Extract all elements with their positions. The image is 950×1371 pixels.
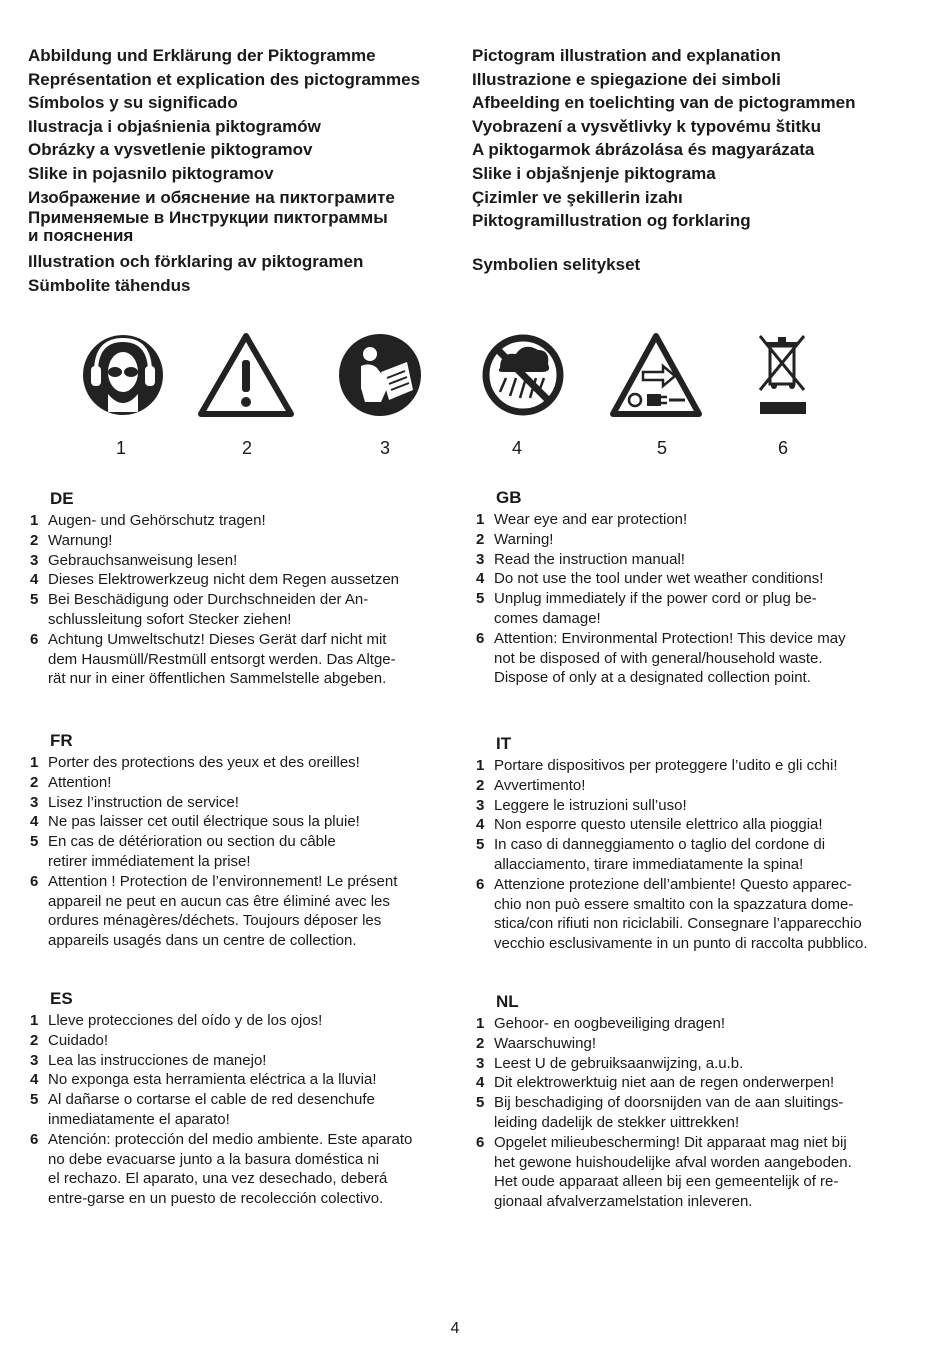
pictogram-row	[0, 332, 950, 422]
pictogram-explanation-item	[28, 832, 448, 872]
pictogram-number: 5	[656, 438, 667, 458]
pictogram-explanation-item	[28, 551, 448, 571]
pictogram-explanation-item	[28, 1130, 448, 1209]
pictogram-explanation-item	[28, 753, 448, 773]
item-text: Portare dispositivos per proteggere l’udito e gli cchi!	[494, 757, 838, 774]
item-number: 3	[30, 1051, 39, 1069]
item-text: Read the instruction manual!	[494, 550, 685, 568]
section-it	[474, 734, 904, 954]
item-number: 5	[476, 1094, 485, 1112]
pictogram-number: 1	[115, 438, 126, 458]
section-de	[28, 489, 448, 689]
item-text: Gebrauchsanweisung lesen!	[48, 551, 238, 569]
title-line: A piktogarmok ábrázolása és magyarázata	[472, 140, 815, 160]
pictogram-explanation-item	[28, 872, 448, 951]
item-number: 4	[30, 1071, 39, 1089]
title-line: Piktogramillustration og forklaring	[472, 211, 751, 231]
item-number: 5	[30, 591, 39, 609]
title-line: Slike in pojasnilo piktogramov	[28, 163, 274, 183]
pictogram-explanation-item	[474, 569, 904, 589]
item-number: 6	[30, 1130, 39, 1148]
pictogram-explanation-item	[28, 590, 448, 630]
item-text: In caso di danneggiamento o taglio del cordone di allacciamento, tirare immediatamente la spina!	[494, 836, 826, 873]
item-text: Opgelet milieubescherming! Dit apparaat mag niet bij het gewone huishoudelijke afval worden aangeboden. Het oude apparaat alleen bij een gemeentelijk of re- gionaal afvalverzamelstation inleveren.	[494, 1133, 852, 1211]
item-text: Do not use the tool under wet weather conditions!	[494, 570, 824, 588]
title-line: Çizimler ve şekillerin izahı	[472, 187, 683, 207]
title-line: Représentation et explication des pictogrammes	[28, 69, 421, 89]
item-text: Attention!	[48, 773, 112, 791]
item-text: Dit elektrowerktuig niet aan de regen onderwerpen!	[494, 1074, 835, 1092]
item-number: 1	[30, 512, 39, 529]
item-number: 3	[476, 1054, 485, 1072]
item-text: Leest U de gebruiksaanwijzing, a.u.b.	[494, 1054, 744, 1072]
pictogram-explanation-item	[474, 1133, 904, 1212]
item-number: 6	[476, 1133, 485, 1151]
item-text: Lisez l’instruction de service!	[48, 793, 239, 811]
pictogram-explanation-item	[28, 1031, 448, 1051]
pictogram-explanation-item	[474, 1093, 904, 1133]
titles-left	[28, 44, 420, 297]
warning-triangle-icon	[198, 332, 294, 418]
item-text: Lleve protecciones del oído y de los ojos!	[48, 1012, 323, 1029]
title-line: Sümbolite tähendus	[28, 275, 191, 295]
section-code: DE	[50, 489, 74, 508]
title-line: Afbeelding en toelichting van de pictogrammen	[472, 93, 856, 113]
pictogram-explanation-item	[474, 835, 904, 875]
pictogram-explanation-item	[474, 510, 904, 530]
item-number: 4	[476, 816, 485, 834]
item-number: 6	[476, 875, 485, 893]
item-number: 2	[30, 1031, 39, 1049]
pictogram-explanation-item	[474, 796, 904, 816]
pictogram-explanation-item	[28, 630, 448, 689]
no-rain-icon	[480, 332, 566, 418]
item-number: 6	[476, 629, 485, 647]
pictogram-explanation-item	[28, 1070, 448, 1090]
section-fr	[28, 731, 448, 951]
item-number: 2	[476, 776, 485, 794]
item-text: Leggere le istruzioni sull’uso!	[494, 796, 687, 814]
item-number: 1	[476, 757, 485, 774]
item-text: Bei Beschädigung oder Durchschneiden der An- schlussleitung sofort Stecker ziehen!	[48, 591, 369, 628]
title-line: Símbolos y su significado	[28, 93, 238, 113]
item-number: 3	[30, 551, 39, 569]
item-text: Non esporre questo utensile elettrico alla pioggia!	[494, 816, 823, 834]
pictogram-explanation-item	[474, 1054, 904, 1074]
item-number: 6	[30, 872, 39, 890]
title-line: Slike i objašnjenje piktograma	[472, 163, 716, 183]
pictogram-explanation-item	[474, 1014, 904, 1034]
section-nl	[474, 992, 904, 1212]
section-code: IT	[496, 734, 512, 753]
title-line: Illustration och förklaring av piktogramen	[28, 252, 364, 272]
item-number: 3	[476, 550, 485, 568]
item-text: Dieses Elektrowerkzeug nicht dem Regen aussetzen	[48, 571, 400, 589]
pictogram-explanation-item	[474, 875, 904, 954]
item-number: 5	[30, 1091, 39, 1109]
pictogram-explanation-item	[474, 1073, 904, 1093]
item-number: 5	[30, 833, 39, 851]
item-number: 2	[30, 773, 39, 791]
pictogram-number: 3	[379, 438, 390, 458]
pictogram-explanation-item	[474, 815, 904, 835]
item-text: Atención: protección del medio ambiente. Este aparato no debe evacuarse junto a la basura doméstica ni el rechazo. El aparato, una vez desechado, deberá entre-garse en un puesto de recolección colectivo.	[48, 1130, 413, 1208]
item-text: Waarschuwing!	[494, 1034, 596, 1052]
section-code: NL	[496, 992, 519, 1011]
read-manual-icon	[337, 332, 423, 418]
item-number: 2	[30, 531, 39, 549]
item-text: Warning!	[494, 530, 554, 548]
item-text: Gehoor- en oogbeveiliging dragen!	[494, 1015, 725, 1032]
pictogram-explanation-item	[28, 1051, 448, 1071]
item-text: Cuidado!	[48, 1031, 109, 1049]
pictogram-explanation-item	[474, 1034, 904, 1054]
section-es	[28, 989, 448, 1209]
item-number: 1	[30, 754, 39, 771]
item-number: 3	[30, 793, 39, 811]
item-text: Achtung Umweltschutz! Dieses Gerät darf nicht mit dem Hausmüll/Restmüll entsorgt werden. Das Altge- rät nur in einer öffentlichen Sammelstelle abgeben.	[48, 630, 396, 688]
item-text: Attention ! Protection de l’environnement! Le présent appareil ne peut en aucun cas être éliminé avec les ordures ménagères/déchets. Toujours déposer les appareils usagés dans un centre de collection.	[48, 872, 398, 950]
item-text: Attenzione protezione dell’ambiente! Questo apparec- chio non può essere smaltito con la spazzatura dome- stica/con rifiuti non riciclabili. Consegnare l’apparecchio vecchio esclusivamente in un punto di raccolta pubblico.	[494, 875, 868, 953]
section-code: ES	[50, 989, 73, 1008]
pictogram-explanation-item	[28, 1090, 448, 1130]
title-line: Abbildung und Erklärung der Piktogramme	[28, 46, 376, 65]
eye-ear-protection-icon	[82, 332, 164, 418]
pictogram-explanation-item	[28, 793, 448, 813]
pictogram-explanation-item	[474, 629, 904, 688]
item-text: Augen- und Gehörschutz tragen!	[48, 512, 266, 529]
section-code: GB	[496, 488, 522, 507]
title-line: Применяемые в Инструкции пиктограммы	[28, 208, 388, 228]
pictogram-explanation-item	[474, 776, 904, 796]
pictogram-explanation-item	[28, 1011, 448, 1031]
item-number: 4	[30, 571, 39, 589]
item-number: 4	[476, 570, 485, 588]
title-line: Illustrazione e spiegazione dei simboli	[472, 69, 781, 89]
title-line: Pictogram illustration and explanation	[472, 46, 781, 65]
item-number: 4	[476, 1074, 485, 1092]
pictogram-explanation-item	[474, 550, 904, 570]
title-line: и пояснения	[28, 226, 134, 246]
title-line: Obrázky a vysvetlenie piktogramov	[28, 140, 313, 160]
weee-bin-icon	[752, 332, 812, 418]
item-text: Avvertimento!	[494, 776, 586, 794]
pictogram-explanation-item	[28, 773, 448, 793]
pictogram-explanation-item	[474, 756, 904, 776]
item-text: Ne pas laisser cet outil électrique sous la pluie!	[48, 813, 360, 831]
item-number: 1	[476, 1015, 485, 1032]
item-number: 1	[476, 511, 485, 528]
pictogram-number: 2	[241, 438, 252, 458]
title-line: Vyobrazení a vysvětlivky k typovému štitku	[472, 116, 821, 136]
item-number: 4	[30, 813, 39, 831]
item-number: 1	[30, 1012, 39, 1029]
item-number: 2	[476, 530, 485, 548]
item-number: 5	[476, 590, 485, 608]
item-text: Wear eye and ear protection!	[494, 511, 688, 528]
pictogram-number: 6	[777, 438, 788, 458]
title-line: Ilustracja i objaśnienia piktogramów	[28, 116, 321, 136]
pictogram-explanation-item	[28, 570, 448, 590]
item-text: Unplug immediately if the power cord or plug be- comes damage!	[494, 590, 817, 627]
item-number: 2	[476, 1034, 485, 1052]
item-text: En cas de détérioration ou section du câble retirer immédiatement la prise!	[48, 833, 336, 870]
item-text: Al dañarse o cortarse el cable de red desenchufe inmediatamente el aparato!	[48, 1091, 375, 1128]
item-number: 5	[476, 836, 485, 854]
item-text: Bij beschadiging of doorsnijden van de aan sluitings- leiding dadelijk de stekker uittrekken!	[494, 1094, 844, 1131]
section-gb	[474, 488, 904, 688]
item-text: Lea las instrucciones de manejo!	[48, 1051, 267, 1069]
pictogram-explanation-item	[28, 511, 448, 531]
item-number: 3	[476, 796, 485, 814]
item-text: Porter des protections des yeux et des oreilles!	[48, 754, 360, 771]
pictogram-number: 4	[511, 438, 522, 458]
pictogram-explanation-item	[474, 589, 904, 629]
unplug-icon	[609, 332, 703, 418]
item-text: Attention: Environmental Protection! This device may not be disposed of with general/household waste. Dispose of only at a designated collection point.	[494, 629, 846, 687]
title-line: Изображение и обяснение на пиктограмите	[28, 187, 395, 207]
item-number: 6	[30, 630, 39, 648]
titles-right	[472, 44, 856, 276]
pictogram-explanation-item	[28, 812, 448, 832]
section-code: FR	[50, 731, 73, 750]
page-number: 4	[450, 1320, 460, 1337]
item-text: No exponga esta herramienta eléctrica a la lluvia!	[48, 1071, 377, 1089]
pictogram-explanation-item	[28, 531, 448, 551]
title-line: Symbolien selitykset	[472, 254, 641, 274]
pictogram-explanation-item	[474, 530, 904, 550]
item-text: Warnung!	[48, 531, 113, 549]
